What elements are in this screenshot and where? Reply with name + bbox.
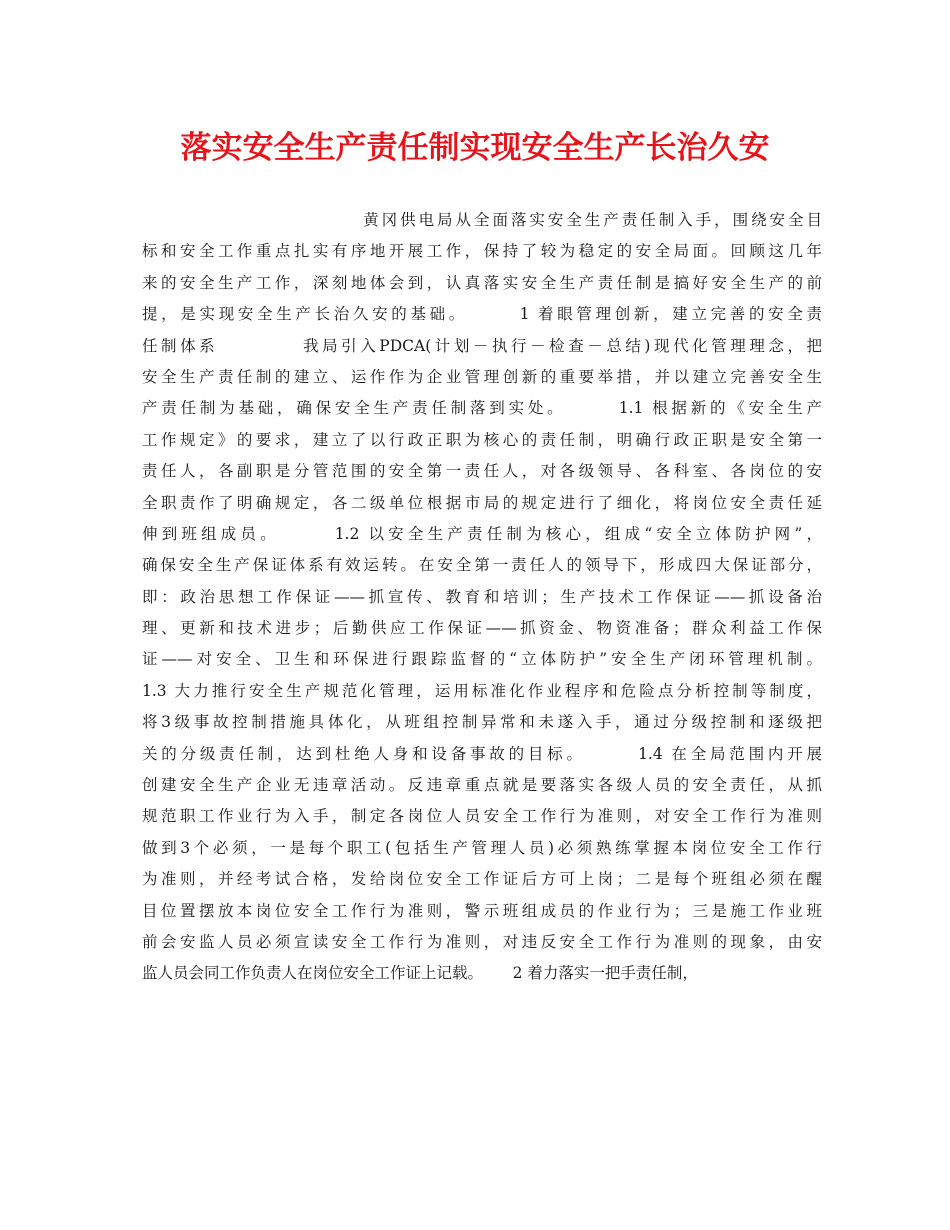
body-line: 为准则，并经考试合格，发给岗位安全工作证后方可上岗；二是每个班组必须在醒 [142,870,822,889]
body-line: 1.3 大力推行安全生产规范化管理，运用标准化作业程序和危险点分析控制等制度， [142,681,822,700]
body-line: 理、更新和技术进步；后勤供应工作保证——抓资金、物资准备；群众利益工作保 [142,619,822,638]
body-line: 前会安监人员必须宣读安全工作行为准则，对违反安全工作行为准则的现象，由安 [142,932,822,951]
body-line: 监人员会同工作负责人在岗位安全工作证上记载。 2 着力落实一把手责任制， [142,964,698,983]
body-line: 关的分级责任制，达到杜绝人身和设备事故的目标。 1.4 在全局范围内开展 [142,744,822,763]
body-line: 工作规定》的要求，建立了以行政正职为核心的责任制，明确行政正职是安全第一 [142,430,822,449]
body-line: 任制体系 我局引入PDCA(计划－执行－检查－总结)现代化管理理念，把 [142,336,822,355]
body-line: 提，是实现安全生产长治久安的基础。 1 着眼管理创新，建立完善的安全责 [142,305,822,324]
body-line: 创建安全生产企业无违章活动。反违章重点就是要落实各级人员的安全责任，从抓 [142,776,822,795]
body-line: 来的安全生产工作，深刻地体会到，认真落实安全生产责任制是搞好安全生产的前 [142,273,822,292]
body-line: 黄冈供电局从全面落实安全生产责任制入手，围绕安全目 [142,211,822,229]
body-line: 安全生产责任制的建立、运作作为企业管理创新的重要举措，并以建立完善安全生 [142,367,822,386]
body-line: 规范职工作业行为入手，制定各岗位人员安全工作行为准则，对安全工作行为准则 [142,807,822,826]
body-line: 目位置摆放本岗位安全工作行为准则，警示班组成员的作业行为；三是施工作业班 [142,901,822,920]
body-line: 产责任制为基础，确保安全生产责任制落到实处。 1.1 根据新的《安全生产 [142,399,822,418]
body-line: 责任人，各副职是分管范围的安全第一责任人，对各级领导、各科室、各岗位的安 [142,462,822,481]
body-line: 证——对安全、卫生和环保进行跟踪监督的“立体防护”安全生产闭环管理机制。 [142,650,822,669]
body-line: 全职责作了明确规定，各二级单位根据市局的规定进行了细化，将岗位安全责任延 [142,493,822,512]
body-line: 标和安全工作重点扎实有序地开展工作，保持了较为稳定的安全局面。回顾这几年 [142,242,822,261]
document-title: 落实安全生产责任制实现安全生产长治久安 [180,130,770,166]
body-line: 伸到班组成员。 1.2 以安全生产责任制为核心，组成“安全立体防护网”， [142,524,822,543]
body-line: 做到3个必须，一是每个职工(包括生产管理人员)必须熟练掌握本岗位安全工作行 [142,838,822,857]
document-body [142,205,822,990]
body-line: 确保安全生产保证体系有效运转。在安全第一责任人的领导下，形成四大保证部分， [142,556,822,575]
body-line: 将3级事故控制措施具体化，从班组控制异常和未遂入手，通过分级控制和逐级把 [142,713,822,732]
body-line: 即：政治思想工作保证——抓宣传、教育和培训；生产技术工作保证——抓设备治 [142,587,822,606]
